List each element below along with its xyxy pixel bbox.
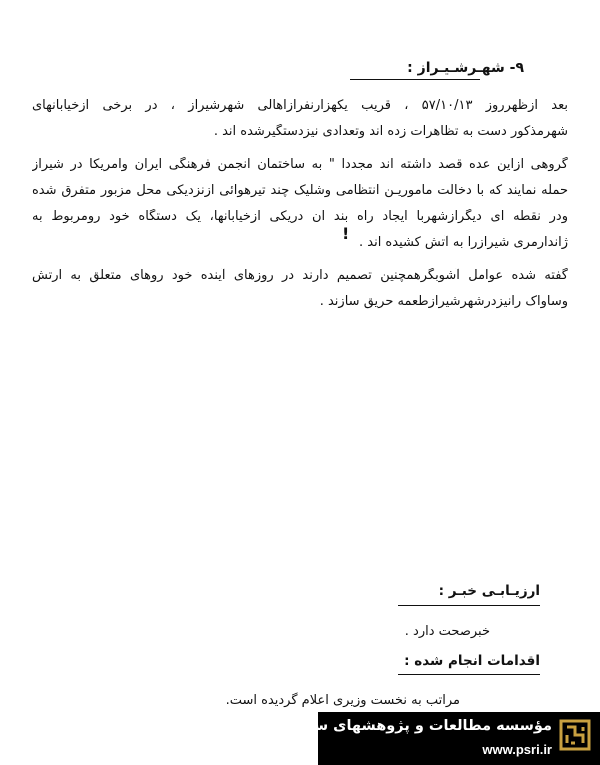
heading-underline <box>350 79 480 80</box>
institute-watermark <box>273 712 600 765</box>
psri-logo-icon <box>558 718 592 752</box>
institute-url[interactable]: www.psri.ir <box>482 742 552 757</box>
evaluation-label: ارزیـابـی خبـر : <box>438 583 540 599</box>
evaluation-underline <box>398 605 540 606</box>
section-heading: ۹- شهـرشـیـراز : <box>407 60 524 76</box>
institute-name: مؤسسه مطالعات و پژوهشهای سیاسی <box>273 718 552 734</box>
paragraph-line: گروهی ازاین عده قصد داشته اند مجددا " به ساختمان انجمن فرهنگی ایران وامریکا در شیراز <box>32 157 568 172</box>
paragraph-line: گفته شده عوامل آشوبگرهمچنین تصمیم دارند در روزهای آینده خود روهای متعلق به ارتش <box>32 268 568 283</box>
paragraph-line: ژاندارمری شیرازرا به آتش کشیده اند . <box>358 235 568 250</box>
paragraph-line: حمله نمایند که با دخالت ماموریـن انتظامی وشلیک چند تیرهوائی ازنزدیکی محل مزبور متفرق شده <box>32 183 568 198</box>
actions-text: مراتب به نخست وزیری اعلام گردیده است. <box>225 693 460 708</box>
actions-underline <box>398 674 540 675</box>
evaluation-text: خبرصحت دارد . <box>404 624 490 639</box>
paragraph-line: شهرمذکور دست به تظاهرات زده اند وتعدادی نیزدستگیرشده اند . <box>213 124 568 139</box>
actions-label: اقدامات انجام شده : <box>404 653 540 669</box>
handwritten-mark: ! <box>342 224 350 243</box>
paragraph-line: وساواک رانیزدرشهرشیرازطعمه حریق سازند . <box>319 294 568 309</box>
paragraph-line: بعد ازظهرروز ۵۷/۱۰/۱۳ ، قریب یکهزارنفرازاهالی شهرشیراز ، در برخی ازخیابانهای <box>32 98 568 113</box>
paragraph-line: ودر نقطه ای دیگرازشهربا ایجاد راه بند ان دریکی ازخیابانها، یک دستگاه خود رومربوط به <box>32 209 568 224</box>
